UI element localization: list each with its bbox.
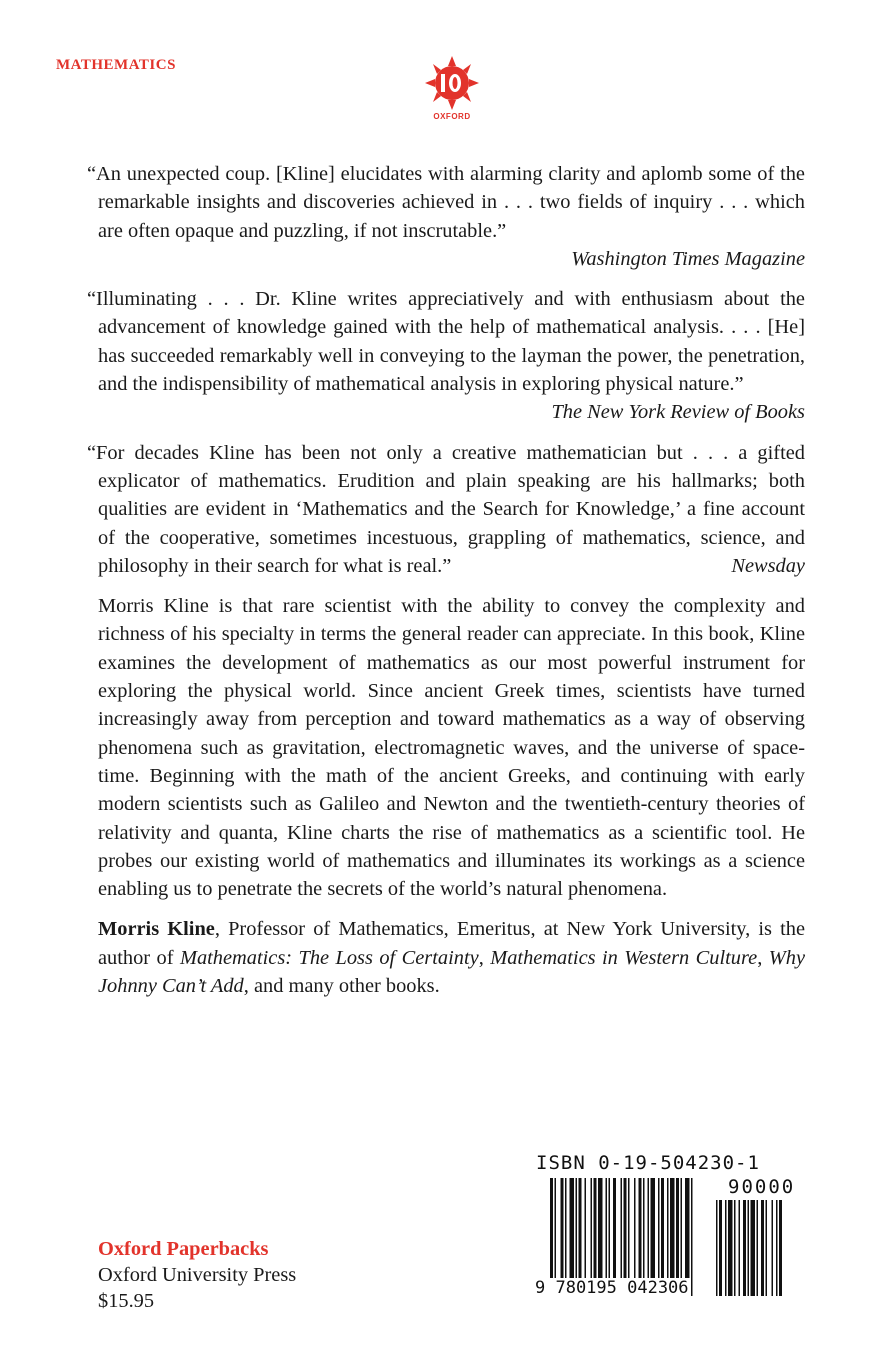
quote-text: “Illuminating . . . Dr. Kline writes appreciatively and with enthusiasm about the advancement of knowledge gained with the help of mathematical analysis. . . . [He] has succeeded remarkably well in conveying to the layman the power, the penetration, and the indispensibility of mathematical analysis in exploring physical nature.” [87,288,805,396]
book-title-1: Mathematics: The Loss of Certainty [179,946,479,969]
quote-text: “For decades Kline has been not only a creative mathematician but . . . a gifted explicator of mathematics. Erudition and plain speaking are his hallmarks; both qualities are evident in ‘Mathematics and the Search for Knowledge,’ a fine account of the cooperative, sometimes incestuous, grappling of mathematics, science, and philosophy in their search for what is real.” [87,441,805,577]
review-quote-2 [87,285,805,426]
logo-wordmark: OXFORD [433,112,471,121]
publisher-imprint [98,1236,296,1314]
review-quote-3 [87,439,805,580]
book-description: Morris Kline is that rare scientist with the ability to convey the complexity and richness of his specialty in terms the general reader can appreciate. In this book, Kline examines the development of mathematics as our most powerful instrument for exploring the physical world. Since ancient Greek times, scientists have turned increasingly away from perception and toward mathematics as a way of observing phenomena such as gravitation, electromagnetic waves, and the universe of space-time. Beginning with the math of the ancient Greeks, and continuing with early modern scientists such as Galileo and Newton and the twentieth-century theories of relativity and quanta, Kline charts the rise of mathematics as a scientific tool. He probes our existing world of mathematics and illuminates its workings as a science enabling us to penetrate the secrets of the world’s natural phenomena. [98,595,805,901]
quote-source: The New York Review of Books [551,401,805,424]
book-title-2: Mathematics in Western Culture [490,946,758,969]
back-cover-text [87,160,806,1000]
price: $15.95 [98,1290,155,1312]
quote-source: Washington Times Magazine [571,247,805,270]
isbn-number: ISBN 0-19-504230-1 [536,1152,760,1174]
quote-source: Newsday [731,554,805,577]
ean-number: 9 780195 042306 [535,1278,689,1298]
review-quote-1 [87,160,805,273]
author-role: , Professor of Mathematics, Emeritus, at New York University, is the author of [98,918,806,969]
barcode-block [534,1152,806,1300]
bio-ending: , and many other books. [243,975,440,998]
oxford-sun-icon [422,54,482,112]
oxford-logo [422,54,482,124]
series-name: Oxford Paperbacks [98,1238,269,1260]
author-name: Morris Kline [98,918,215,941]
author-bio [98,915,805,1000]
separator: , [757,946,769,969]
publisher-name: Oxford University Press [98,1264,297,1286]
quote-text: “An unexpected coup. [Kline] elucidates with alarming clarity and aplomb some of the remarkable insights and discoveries achieved in . . . two fields of inquiry . . . which are often opaque and puzzling, if not inscrutable.” [87,163,805,242]
price-code: 90000 [728,1176,796,1198]
category-label: MATHEMATICS [56,57,176,73]
book-title-3: Why Johnny Can’t Add [98,946,806,998]
separator: , [478,946,491,969]
